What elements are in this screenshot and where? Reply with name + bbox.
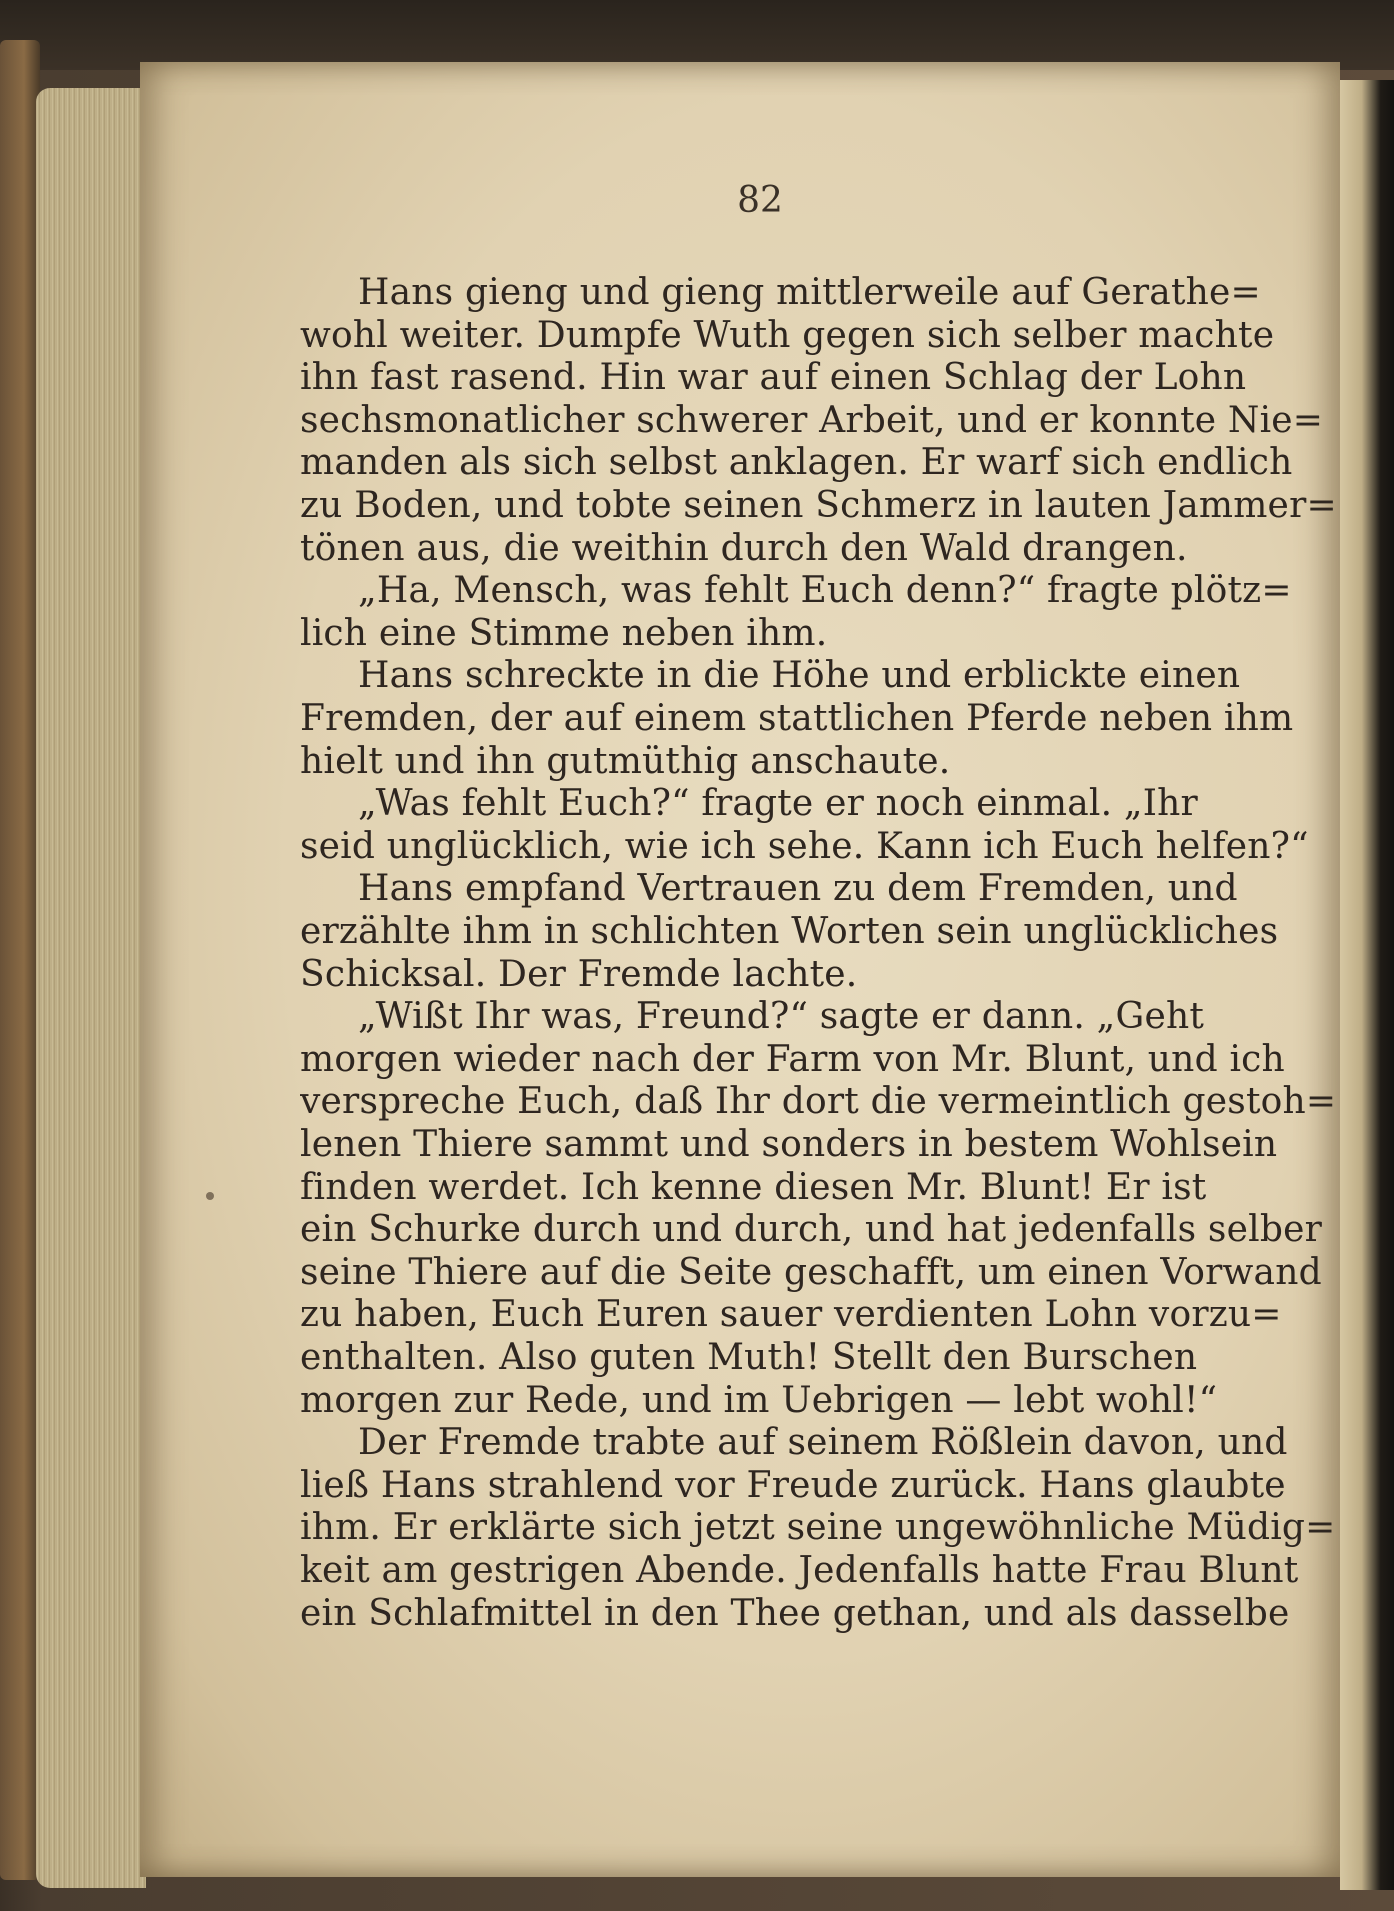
text-line: seine Thiere auf die Seite geschafft, um einen Vorwand — [300, 1251, 1322, 1293]
text-line: ihm. Er erklärte sich jetzt seine ungewöhnliche Müdig= — [300, 1507, 1336, 1549]
text-line: seid unglücklich, wie ich sehe. Kann ich Euch helfen?“ — [300, 825, 1309, 867]
text-line: zu Boden, und tobte seinen Schmerz in lauten Jammer= — [300, 485, 1337, 526]
book-cover-top — [0, 0, 1394, 70]
text-line: Der Fremde trabte auf seinem Rößlein davon, und — [358, 1422, 1288, 1464]
text-line: Schicksal. Der Fremde lachte. — [300, 953, 858, 995]
text-line: zu haben, Euch Euren sauer verdienten Lohn vorzu= — [300, 1294, 1282, 1336]
text-line: verspreche Euch, daß Ihr dort die vermeintlich gestoh= — [300, 1081, 1337, 1123]
text-line: morgen wieder nach der Farm von Mr. Blunt, und ich — [300, 1038, 1285, 1080]
text-line: „Was fehlt Euch?“ fragte er noch einmal. „Ihr — [358, 783, 1198, 825]
text-line: Hans empfand Vertrauen zu dem Fremden, und — [358, 868, 1238, 910]
text-line: wohl weiter. Dumpfe Wuth gegen sich selber machte — [300, 314, 1275, 356]
text-line: hielt und ihn gutmüthig anschaute. — [300, 740, 951, 782]
page-number: 82 — [737, 180, 783, 221]
text-line: finden werdet. Ich kenne diesen Mr. Blunt! Er ist — [300, 1166, 1207, 1208]
text-line: Hans gieng und gieng mittlerweile auf Gerathe= — [358, 272, 1261, 313]
text-line: enthalten. Also guten Muth! Stellt den Burschen — [300, 1337, 1198, 1378]
text-line: „Wißt Ihr was, Freund?“ sagte er dann. „Geht — [358, 996, 1205, 1038]
text-line: Hans schreckte in die Höhe und erblickte einen — [358, 655, 1241, 697]
text-line: keit am gestrigen Abende. Jedenfalls hatte Frau Blunt — [300, 1550, 1299, 1591]
text-line: lich eine Stimme neben ihm. — [300, 612, 828, 654]
text-line: erzählte ihm in schlichten Worten sein unglückliches — [300, 911, 1279, 952]
ink-speck — [206, 1192, 214, 1200]
text-line: ein Schurke durch und durch, und hat jedenfalls selber — [300, 1209, 1322, 1251]
page-edges — [36, 88, 146, 1888]
text-line: „Ha, Mensch, was fehlt Euch denn?“ fragte plötz= — [358, 570, 1292, 612]
text-line: tönen aus, die weithin durch den Wald drangen. — [300, 527, 1188, 569]
book-page — [140, 62, 1340, 1877]
text-line: ließ Hans strahlend vor Freude zurück. Hans glaubte — [300, 1464, 1286, 1506]
text-line: ihn fast rasend. Hin war auf einen Schlag der Lohn — [300, 357, 1247, 399]
text-line: sechsmonatlicher schwerer Arbeit, und er konnte Nie= — [300, 399, 1324, 441]
text-line: Fremden, der auf einem stattlichen Pferde neben ihm — [300, 698, 1294, 739]
text-line: morgen zur Rede, und im Uebrigen — lebt wohl!“ — [300, 1379, 1218, 1421]
text-line: lenen Thiere sammt und sonders in bestem Wohlsein — [300, 1124, 1278, 1165]
book-cover-spine — [0, 40, 40, 1880]
text-line: ein Schlafmittel in den Thee gethan, und als dasselbe — [300, 1592, 1290, 1634]
text-line: manden als sich selbst anklagen. Er warf sich endlich — [300, 442, 1293, 484]
